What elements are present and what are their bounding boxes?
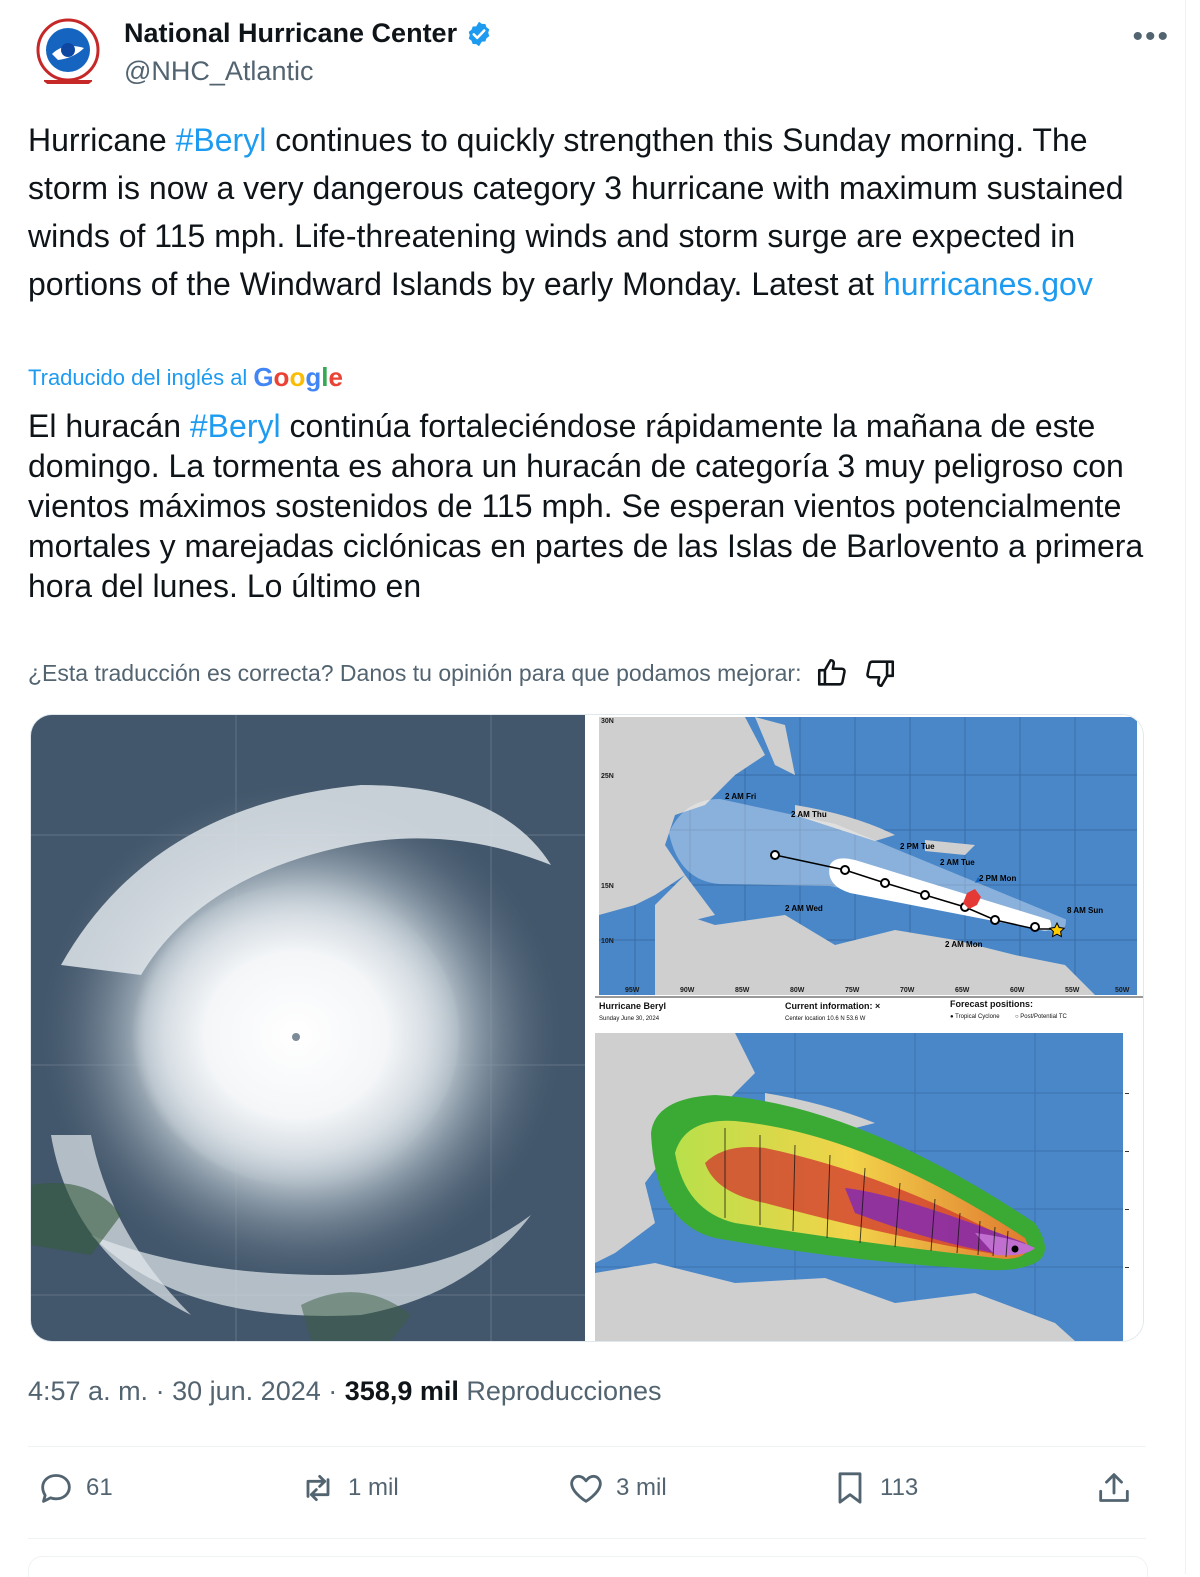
handle[interactable]: @NHC_Atlantic <box>124 56 314 86</box>
bookmark-button[interactable] <box>830 1468 918 1508</box>
lon-label: 75W <box>845 987 860 994</box>
reply-count: 61 <box>86 1474 113 1501</box>
lat-label: 15N <box>601 883 614 890</box>
bookmark-count: 113 <box>880 1474 919 1501</box>
like-button[interactable] <box>566 1468 667 1508</box>
lat-label: 25N <box>601 773 614 780</box>
satellite-image[interactable] <box>31 715 585 1341</box>
reply-button[interactable] <box>36 1468 113 1508</box>
lon-label: 85W <box>735 987 750 994</box>
tweet-header <box>30 14 1170 94</box>
translation-feedback <box>28 656 897 690</box>
repost-icon <box>298 1468 338 1508</box>
name-row <box>124 18 493 49</box>
like-count: 3 mil <box>616 1474 667 1501</box>
forecast-point-label: 2 AM Fri <box>725 792 757 801</box>
forecast-positions-label: Forecast positions: <box>950 999 1034 1009</box>
views-label: Reproducciones <box>466 1376 662 1406</box>
legend-post-potential: ○ Post/Potential TC <box>1015 1014 1067 1020</box>
more-options-icon[interactable]: ••• <box>1132 20 1170 53</box>
divider <box>28 1446 1146 1447</box>
verified-badge-icon <box>465 20 493 48</box>
current-info-label: Current information: × <box>785 1001 881 1011</box>
lat-label: 10N <box>601 938 614 945</box>
tweet-date[interactable]: 30 jun. 2024 <box>172 1376 321 1406</box>
forecast-point-label: 2 PM Mon <box>979 874 1017 883</box>
hashtag-beryl[interactable]: #Beryl <box>189 408 281 444</box>
center-location: Center location 10.6 N 53.6 W <box>785 1016 866 1022</box>
tweet-text-segment: continues to quickly strengthen this Sunday morning. The storm is now a very dangerous category 3 hurricane with maximum sustained winds of 115 mph. Life-threatening winds and storm surge are expected in portions of the Windward Islands by early Monday. Latest at <box>28 122 1124 302</box>
forecast-point-label: 8 AM Sun <box>1067 906 1104 915</box>
forecast-point-label: 2 AM Tue <box>940 858 975 867</box>
lon-label: 50W <box>1115 987 1130 994</box>
translation-label: Traducido del inglés al <box>28 364 248 390</box>
lon-label: 55W <box>1065 987 1080 994</box>
column-border <box>1185 0 1186 1574</box>
translation-text-segment: El huracán <box>28 408 190 444</box>
lon-label: 95W <box>625 987 640 994</box>
map-date: Sunday June 30, 2024 <box>599 1016 660 1022</box>
translation-attribution[interactable] <box>28 362 343 393</box>
forecast-cone-map[interactable] <box>595 715 1143 1027</box>
repost-count: 1 mil <box>348 1474 399 1501</box>
tweet-time[interactable]: 4:57 a. m. <box>28 1376 149 1406</box>
forecast-point-label: 2 AM Thu <box>791 810 827 819</box>
lat-label: 30N <box>601 718 614 725</box>
thumbs-up-icon[interactable] <box>815 656 849 690</box>
meta-separator: · <box>155 1376 165 1406</box>
translation-text-segment: continúa fortaleciéndose rápidamente la mañana de este domingo. La tormenta es ahora un huracán de categoría 3 muy peligroso con vientos máximos sostenidos de 115 mph. Se esperan vientos potencialmente mortales y marejadas ciclónicas en partes de las Islas de Barlovento a primera hora del lunes. Lo último en <box>28 408 1144 604</box>
lon-label: 90W <box>680 987 695 994</box>
heart-icon <box>566 1468 606 1508</box>
map-title: Hurricane Beryl <box>599 1001 667 1011</box>
action-bar <box>28 1468 1146 1524</box>
legend-tropical-cyclone: ● Tropical Cyclone <box>950 1014 1000 1020</box>
meta-separator: · <box>328 1376 338 1406</box>
tweet-text-segment: Hurricane <box>28 122 176 158</box>
tweet-media[interactable] <box>30 714 1144 1342</box>
repost-button[interactable] <box>298 1468 399 1508</box>
translation-text <box>28 406 1163 606</box>
bookmark-icon <box>830 1468 870 1508</box>
tweet-text <box>28 116 1153 308</box>
share-icon <box>1094 1468 1134 1508</box>
avatar[interactable] <box>30 14 106 90</box>
hurricanes-gov-link[interactable]: hurricanes.gov <box>882 266 1093 302</box>
lon-label: 80W <box>790 987 805 994</box>
forecast-point-label: 2 PM Tue <box>900 842 935 851</box>
divider <box>28 1538 1146 1539</box>
reply-icon <box>36 1468 76 1508</box>
forecast-point-label: 2 AM Mon <box>945 940 983 949</box>
lon-label: 70W <box>900 987 915 994</box>
share-button[interactable] <box>1094 1468 1134 1508</box>
view-count: 358,9 mil <box>344 1376 459 1406</box>
forecast-point-label: 2 AM Wed <box>785 904 823 913</box>
feedback-prompt: ¿Esta traducción es correcta? Danos tu opinión para que podamos mejorar: <box>28 659 802 686</box>
thumbs-down-icon[interactable] <box>863 656 897 690</box>
hashtag-beryl[interactable]: #Beryl <box>175 122 267 158</box>
wind-probability-map[interactable] <box>595 1033 1143 1341</box>
google-logo: Google <box>253 362 343 392</box>
lon-label: 60W <box>1010 987 1025 994</box>
nws-logo-icon <box>30 14 106 90</box>
display-name[interactable]: National Hurricane Center <box>124 18 458 48</box>
lon-label: 65W <box>955 987 970 994</box>
tweet-meta <box>28 1376 662 1407</box>
